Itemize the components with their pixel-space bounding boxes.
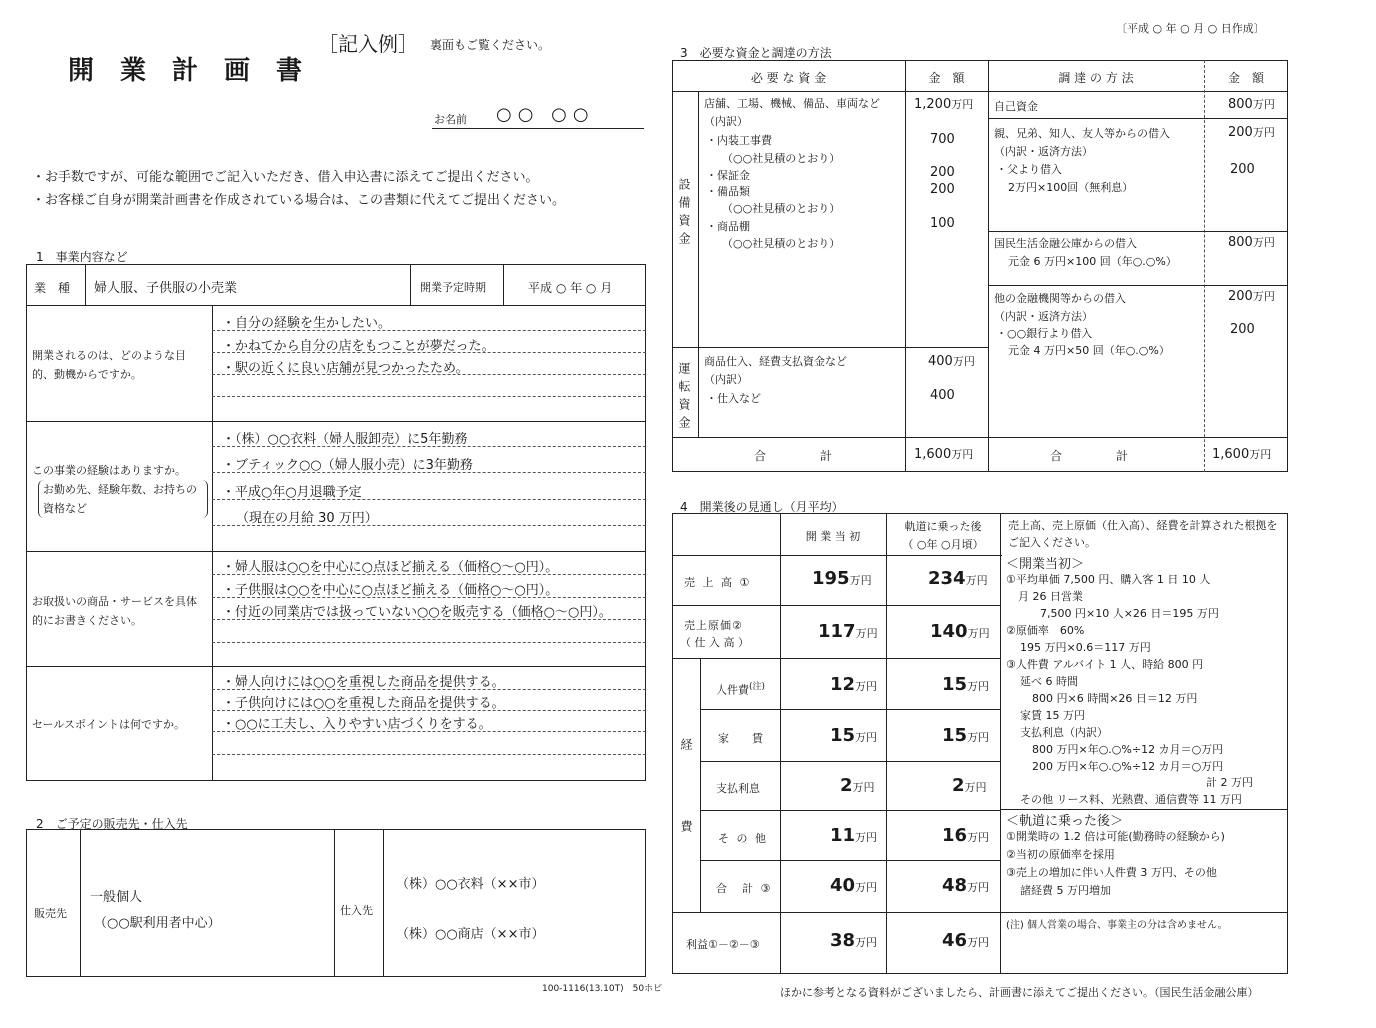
basis-line-1: ①平均単価 7,500 円、購入客 1 日 10 人 [1006,573,1211,586]
answer-selling-2: ・子供向けには○○を重視した商品を提供する。 [222,696,505,711]
basis-line-0: ＜開業当初＞ [1006,557,1085,572]
equip-line-4: ・保証金 [706,169,750,182]
question-selling-point: セールスポイントは何ですか。 [32,718,186,731]
back-note: 裏面もご覧ください。 [430,38,551,52]
equip-line-7: ・商品棚 [706,220,750,233]
basis-line-13: 計 2 万円 [1206,776,1253,789]
needs-total-amount: 1,600万円 [914,447,974,462]
source-3-amount-0: 200万円 [1228,289,1275,304]
source-2-line-0: 国民生活金融公庫からの借入 [994,237,1137,250]
row-profit-stable: 46万円 [942,930,990,951]
row-other-initial: 11万円 [830,825,878,846]
section1-title: 1 事業内容など [36,250,128,264]
basis-line-5: 195 万円×0.6＝117 万円 [1020,641,1151,654]
needs-total-label: 合 計 [753,449,842,463]
basis-line-17: ②当初の原価率を採用 [1006,848,1115,861]
source-3-line-3: 元金 4 万円×50 回（年○.○%） [1008,344,1170,357]
work-line-0: 商品仕入、経費支払資金など [704,355,847,368]
answer-experience-2: ・ブティック○○（婦人服小売）に3年勤務 [222,458,473,473]
section2-title: 2 ご予定の販売先・仕入先 [36,817,188,831]
row-interest-stable: 2万円 [952,775,987,796]
answer-experience-1: ・（株）○○衣料（婦人服卸売）に5年勤務 [222,432,468,447]
row-subtotal-stable: 48万円 [942,875,990,896]
question-experience-sub: お勤め先、経験年数、お持ちの資格など [38,480,208,518]
sales-line-2: （○○駅利用者中心） [94,916,221,931]
s4-col-basis: 売上高、売上原価（仕入高）、経費を計算された根拠をご記入ください。 [1008,519,1278,549]
row-sales-label: 売 上 高 ① [684,576,752,589]
work-line-2: ・仕入など [706,392,761,405]
row-interest-initial: 2万円 [840,775,875,796]
start-value: 平成 ○ 年 ○ 月 [528,281,613,295]
row-labor-initial: 12万円 [830,674,878,695]
work-line-1: （内訳） [704,373,748,386]
source-1-line-3: 2万円×100回（無利息） [1008,181,1134,194]
s4-col-initial: 開 業 当 初 [805,530,861,543]
section3-title: 3 必要な資金と調達の方法 [680,46,832,60]
basis-line-18: ③売上の増加に伴い人件費 3 万円、その他 [1006,866,1217,879]
section4-title: 4 開業後の見通し（月平均） [680,500,844,514]
basis-line-6: ③人件費 アルバイト 1 人、時給 800 円 [1006,658,1204,671]
basis-line-16: ①開業時の 1.2 倍は可能(勤務時の経験から) [1006,830,1225,843]
row-other-label: そ の 他 [718,832,768,845]
row-interest-label: 支払利息 [716,782,760,795]
s3-header-amount2: 金 額 [1227,71,1264,85]
source-3-line-0: 他の金融機関等からの借入 [994,292,1126,305]
s3-header-amount1: 金 額 [928,71,965,85]
basis-line-19: 諸経費 5 万円増加 [1020,884,1111,897]
start-label: 開業予定時期 [420,281,486,294]
business-value: 婦人服、子供服の小売業 [94,281,238,296]
s3-header-need: 必 要 な 資 金 [750,71,827,85]
basis-line-12: 200 万円×年○.○%÷12 カ月＝○万円 [1032,760,1224,773]
row-cost-initial: 117万円 [818,621,878,642]
basis-line-10: 支払利息（内訳） [1020,726,1108,739]
row-subtotal-label: 合 計 ③ [716,882,773,895]
source-1-line-0: 親、兄弟、知人、友人等からの借入 [994,127,1170,140]
equip-line-2: ・内装工事費 [706,134,772,147]
source-3-amount-1: 200 [1230,322,1255,337]
basis-line-14: その他 リース料、光熱費、通信費等 11 万円 [1020,793,1242,806]
source-2-amount: 800万円 [1228,235,1275,250]
equip-amount-1: 700 [930,132,955,147]
source-3-line-1: （内訳・返済方法） [994,310,1093,323]
question-motive: 開業されるのは、どのような目的、動機からですか。 [32,349,186,381]
row-rent-label: 家 賃 [718,732,769,745]
working-label: 運転資金 [677,362,691,434]
equip-line-0: 店舗、工場、機械、備品、車両など [704,97,880,110]
supply-line-2: （株）○○商店（××市） [396,927,545,942]
answer-experience-3: ・平成○年○月退職予定 [222,485,362,500]
equip-line-6: （○○社見積のとおり） [722,202,841,215]
name-value: ○○ ○○ [496,104,595,125]
supply-label: 仕入先 [340,904,373,917]
date-note: 〔平成 ○ 年 ○ 月 ○ 日作成〕 [1116,22,1265,35]
basis-line-2: 月 26 日営業 [1018,590,1083,603]
row-rent-stable: 15万円 [942,725,990,746]
work-amount-1: 400 [930,388,955,403]
basis-line-11: 800 万円×年○.○%÷12 カ月＝○万円 [1032,743,1224,756]
basis-line-3: 7,500 円×10 人×26 日＝195 万円 [1040,607,1219,620]
basis-line-4: ②原価率 60% [1006,624,1085,637]
equip-amount-0: 1,200万円 [914,97,974,112]
row-profit-initial: 38万円 [830,930,878,951]
basis-line-9: 家賃 15 万円 [1020,709,1085,722]
row-labor-label: 人件費$^{(注)}$ [716,682,766,697]
equip-line-8: （○○社見積のとおり） [722,237,841,250]
sales-line-1: 一般個人 [90,890,143,905]
row-labor-stable: 15万円 [942,674,990,695]
source-0-amount: 800万円 [1228,97,1275,112]
basis-line-8: 800 円×6 時間×26 日＝12 万円 [1032,692,1198,705]
row-profit-label: 利益①－②－③ [686,938,760,951]
note-2: ・お客様ご自身が開業計画書を作成されている場合は、この書類に代えてご提出ください。 [32,193,566,208]
section4-footnote: (注) 個人営業の場合、事業主の分は含めません。 [1006,920,1228,931]
equip-line-5: ・備品類 [706,185,750,198]
source-1-amount-0: 200万円 [1228,125,1275,140]
equip-amount-3: 200 [930,182,955,197]
row-rent-initial: 15万円 [830,725,878,746]
question-products: お取扱いの商品・サービスを具体的にお書きください。 [32,595,197,627]
s3-header-method: 調 達 の 方 法 [1058,71,1134,85]
equip-line-3: （○○社見積のとおり） [722,152,841,165]
source-0-line-0: 自己資金 [994,100,1038,113]
source-1-amount-1: 200 [1230,162,1255,177]
equip-line-1: （内訳） [704,115,748,128]
basis-line-7: 延べ 6 時間 [1020,675,1078,688]
basis-line-15: ＜軌道に乗った後＞ [1006,814,1124,829]
answer-selling-1: ・婦人向けには○○を重視した商品を提供する。 [222,675,505,690]
s4-col-stable: 軌道に乗った後 [904,520,982,533]
answer-motive-1: ・自分の経験を生かしたい。 [222,316,392,331]
form-code: 100-1116(13.10T) 50ホビ [542,984,663,994]
answer-selling-3: ・○○に工夫し、入りやすい店づくりをする。 [222,717,492,732]
s4-col-stable-sub: （ ○年 ○月頃） [902,538,984,551]
name-label: お名前 [434,113,467,126]
sources-total-label: 合 計 [1049,449,1138,463]
source-1-line-1: （内訳・返済方法） [994,145,1093,158]
answer-motive-2: ・かねてから自分の店をもつことが夢だった。 [222,339,495,354]
business-label: 業 種 [34,281,71,295]
note-1: ・お手数ですが、可能な範囲でご記入いただき、借入申込書に添えてご提出ください。 [32,170,539,185]
row-subtotal-initial: 40万円 [830,875,878,896]
answer-products-3: ・付近の同業店では扱っていない○○を販売する（価格○～○円）。 [222,605,612,620]
row-cost-label2: （ 仕 入 高 ） [680,636,749,649]
answer-motive-3: ・駅の近くに良い店舗が見つかったため。 [222,361,469,376]
answer-products-2: ・子供服は○○を中心に○点ほど揃える（価格○～○円）。 [222,583,559,598]
example-tag: ［記入例］ [318,32,418,56]
supply-line-1: （株）○○衣料（××市） [396,877,545,892]
equip-amount-2: 200 [930,165,955,180]
question-experience: この事業の経験はありますか。 [32,464,186,477]
source-2-line-1: 元金 6 万円×100 回（年○.○%） [1008,255,1177,268]
answer-experience-4: （現在の月給 30 万円） [236,511,378,526]
sales-label: 販売先 [34,907,67,920]
expense-label: 経費 [679,738,693,902]
page-title: 開業計画書 [68,56,329,86]
sources-total-amount: 1,600万円 [1212,447,1272,462]
equip-amount-4: 100 [930,216,955,231]
row-cost-label: 売上原価② [684,619,743,632]
row-other-stable: 16万円 [942,825,990,846]
source-1-line-2: ・父より借入 [996,163,1062,176]
row-sales-initial: 195万円 [812,568,872,589]
row-sales-stable: 234万円 [928,568,988,589]
footer-note: ほかに参考となる資料がございましたら、計画書に添えてご提出ください。（国民生活金融公庫） [780,986,1259,999]
work-amount-0: 400万円 [928,354,975,369]
source-3-line-2: ・○○銀行より借入 [996,327,1093,340]
answer-products-1: ・婦人服は○○を中心に○点ほど揃える（価格○～○円）。 [222,560,559,575]
equipment-label: 設備資金 [677,178,691,250]
row-cost-stable: 140万円 [930,621,990,642]
